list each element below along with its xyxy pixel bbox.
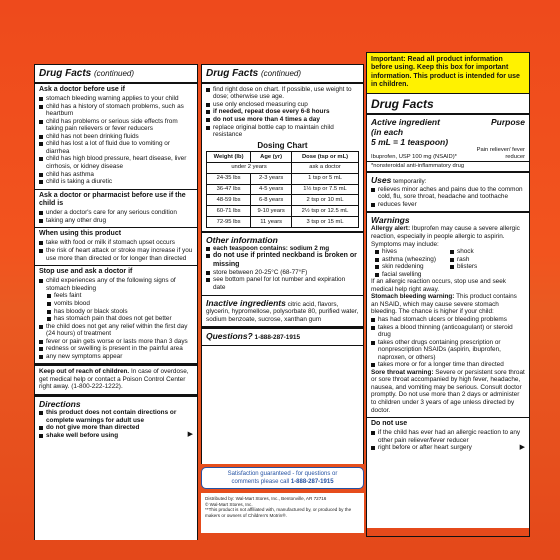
list-item: child has problems or serious side effects from taking pain relievers or fever reducers <box>39 118 193 133</box>
list-item: see bottom panel for lot number and expiration date <box>206 276 359 291</box>
stop-use-section <box>35 266 197 366</box>
list-item: child has lost a lot of fluid due to vomiting or diarrhea <box>39 140 193 155</box>
list-item: takes other drugs containing prescription or nonprescription NSAIDs (aspirin, ibuprofen, naproxen, or others) <box>371 339 525 362</box>
section-title: Inactive ingredients <box>206 297 286 308</box>
table-cell: 1 tsp or 5 mL <box>292 173 359 184</box>
ask-pharmacist-section <box>35 190 197 229</box>
list-item: store between 20-25°C (68-77°F) <box>206 269 359 277</box>
list-item: do not use if printed neckband is broken or missing <box>206 252 359 269</box>
drug-facts-panel-left <box>34 64 198 540</box>
table-row <box>207 217 359 228</box>
list-item: takes more or for a longer time than directed <box>371 361 525 369</box>
continue-arrow-icon: ▶ <box>187 430 193 438</box>
sore-throat-text: Severe or persistent sore throat or sore throat accompanied by high fever, headache, nausea, and vomiting may be serious. Consult doctor promptly. Do not use more than 2 days or administer to children under 3 years of age unless directed by doctor. <box>371 368 525 414</box>
list-item: child has asthma <box>39 171 193 179</box>
directions-continued-section <box>202 84 363 232</box>
section-title: Stop use and ask a doctor if <box>39 268 133 276</box>
active-ingredient-title: Active ingredient <box>371 116 440 127</box>
header-title: Drug Facts <box>367 93 529 115</box>
disclaimer-line: **This product is not affiliated with, manufactured by, or produced by the makers or owners of Children's Motrin®. <box>205 507 352 519</box>
list-item: child has not been drinking fluids <box>39 133 193 141</box>
table-cell: 2½ tsp or 12.5 mL <box>292 206 359 217</box>
important-notice: Important: Read all product information before using. Keep this box for important information. This product is intended for use in children. <box>366 52 530 93</box>
list-item: facial swelling <box>375 271 450 279</box>
list-item: right before or after heart surgery <box>371 444 525 452</box>
table-cell: 9-10 years <box>251 206 292 217</box>
section-title: Do not use <box>371 420 408 428</box>
list-item: do not use more than 4 times a day <box>206 116 359 124</box>
uses-section <box>367 172 529 212</box>
table-row <box>207 173 359 184</box>
list-subitem: vomits blood <box>39 300 193 308</box>
panel-header <box>35 64 197 84</box>
list-item: find right dose on chart. If possible, use weight to dose; otherwise use age. <box>206 86 359 101</box>
list-item: relieves minor aches and pains due to the common cold, flu, sore throat, headache and toothache <box>371 186 525 201</box>
list-subitem: has stomach pain that does not get better <box>39 315 193 323</box>
table-header-cell: Weight (lb) <box>207 152 251 163</box>
questions-phone: 1-888-287-1915 <box>252 334 301 342</box>
table-cell: 2-3 years <box>251 173 292 184</box>
list-item: the risk of heart attack or stroke may increase if you use more than directed or for longer than directed <box>39 247 193 262</box>
header-title: Drug Facts <box>206 68 259 79</box>
sore-throat-title: Sore throat warning: <box>371 368 434 376</box>
list-item: shake well before using <box>39 432 193 440</box>
do-not-use-section <box>367 418 529 455</box>
list-subitem: has bloody or black stools <box>39 308 193 316</box>
drug-facts-panel-middle <box>201 64 364 464</box>
table-header-cell: Age (yr) <box>251 152 292 163</box>
section-title: Questions? <box>206 331 253 342</box>
list-subitem: feels faint <box>39 292 193 300</box>
uses-intro: temporarily: <box>391 178 427 186</box>
list-item: under a doctor's care for any serious condition <box>39 209 193 217</box>
list-item: replace original bottle cap to maintain child resistance <box>206 124 359 139</box>
stomach-warning-text: This product contains an NSAID, which may cause severe stomach bleeding. The chance is higher if your child: <box>371 293 517 316</box>
section-title: Directions <box>39 399 81 409</box>
table-row <box>207 184 359 195</box>
list-item: take with food or milk if stomach upset occurs <box>39 239 193 247</box>
list-item: blisters <box>450 263 525 271</box>
nsaid-note: *nonsteroidal anti-inflammatory drug <box>367 162 529 172</box>
allergy-after: If an allergic reaction occurs, stop use and seek medical help right away. <box>371 278 506 293</box>
inactive-text: citric acid, flavors, glycerin, hypromellose, polysorbate 80, purified water, sodium benzoate, sucrose, xanthan gum <box>206 300 359 323</box>
list-item: child has high blood pressure, heart disease, liver cirrhosis, or kidney disease <box>39 155 193 170</box>
table-header-cell: Dose (tsp or mL) <box>292 152 359 163</box>
table-cell: 1½ tsp or 7.5 mL <box>292 184 359 195</box>
section-title: Warnings <box>371 215 410 226</box>
drug-facts-panel-right <box>366 52 530 528</box>
list-item: the child does not get any relief within the first day (24 hours) of treatment <box>39 323 193 338</box>
satisfaction-phone: 1-888-287-1915 <box>290 478 334 485</box>
table-cell: 11 years <box>251 217 292 228</box>
purpose-value: Pain reliever/ fever reducer <box>476 146 525 160</box>
header-continued: (continued) <box>261 69 302 78</box>
satisfaction-line: comments please call <box>231 478 291 485</box>
list-item: if the child has ever had an allergic reaction to any other pain reliever/fever reducer <box>371 429 525 444</box>
list-item: taking any other drug <box>39 217 193 225</box>
list-item: asthma (wheezing) <box>375 256 450 264</box>
list-item: child experiences any of the following signs of stomach bleeding <box>39 277 193 292</box>
header-title: Drug Facts <box>39 68 92 79</box>
list-item: hives <box>375 248 450 256</box>
warnings-section <box>367 212 529 418</box>
list-item: this product does not contain directions or complete warnings for adult use <box>39 409 193 424</box>
header-continued: (continued) <box>94 69 135 78</box>
table-cell: 2 tsp or 10 mL <box>292 195 359 206</box>
keep-out-title: Keep out of reach of children. <box>39 368 130 376</box>
active-amount: 5 mL = 1 teaspoon) <box>371 136 449 147</box>
drug-facts-box <box>366 93 530 537</box>
other-information-section <box>202 232 363 296</box>
table-row <box>207 206 359 217</box>
dosing-chart-title: Dosing Chart <box>257 140 308 150</box>
section-title: Uses <box>371 175 392 186</box>
dosing-chart-table <box>206 151 359 228</box>
list-item: if needed, repeat dose every 6-8 hours <box>206 108 359 116</box>
list-item: shock <box>450 248 525 256</box>
section-title: Ask a doctor or pharmacist before use if the child is <box>39 191 186 207</box>
allergy-title: Allergy alert: <box>371 225 411 233</box>
section-title: Ask a doctor before use if <box>39 85 125 93</box>
list-item: stomach bleeding warning applies to your child <box>39 95 193 103</box>
list-item: fever or pain gets worse or lasts more than 3 days <box>39 338 193 346</box>
inactive-ingredients-section <box>202 296 363 330</box>
table-cell: 3 tsp or 15 mL <box>292 217 359 228</box>
satisfaction-line: Satisfaction guaranteed - for questions or <box>227 471 338 477</box>
section-title: Other information <box>206 234 278 245</box>
table-cell: 72-95 lbs <box>207 217 251 228</box>
continue-arrow-icon: ▶ <box>519 443 525 451</box>
list-item: each teaspoon contains: sodium 2 mg <box>206 245 359 253</box>
section-title: When using this product <box>39 230 122 238</box>
table-cell: 6-8 years <box>251 195 292 206</box>
list-item: do not give more than directed <box>39 424 193 432</box>
when-using-section <box>35 228 197 266</box>
list-item: has had stomach ulcers or bleeding problems <box>371 316 525 324</box>
table-cell: 36-47 lbs <box>207 184 251 195</box>
table-row <box>207 162 359 173</box>
keep-out-text: In case of overdose, get medical help or contact a Poison Control Center right away. (1-800-222-1222). <box>39 368 189 391</box>
panel-header <box>202 64 363 84</box>
ask-doctor-section <box>35 84 197 190</box>
directions-section <box>35 397 197 442</box>
copyright-line: © Wal-Mart Stores, Inc. <box>205 501 253 507</box>
distributor-info <box>201 493 364 533</box>
active-ingredient-section <box>367 115 529 163</box>
table-cell: 24-35 lbs <box>207 173 251 184</box>
satisfaction-badge <box>201 467 364 489</box>
list-item: skin reddening <box>375 263 450 271</box>
allergy-text: Ibuprofen may cause a severe allergic reaction, especially in people allergic to aspirin. Symptoms may include: <box>371 225 520 248</box>
list-item: redness or swelling is present in the painful area <box>39 345 193 353</box>
active-subtitle: (in each <box>371 126 404 137</box>
table-cell: 60-71 lbs <box>207 206 251 217</box>
list-item: child is taking a diuretic <box>39 178 193 186</box>
table-header-row <box>207 152 359 163</box>
ibuprofen-line: Ibuprofen, USP 100 mg (NSAID)* <box>371 153 457 160</box>
list-item: child has a history of stomach problems, such as heartburn <box>39 103 193 118</box>
list-item: takes a blood thinning (anticoagulant) or steroid drug <box>371 324 525 339</box>
table-cell: under 2 years <box>207 162 292 173</box>
stomach-warning-title: Stomach bleeding warning: <box>371 293 455 301</box>
table-cell: 48-59 lbs <box>207 195 251 206</box>
keep-out-section <box>35 366 197 397</box>
questions-section <box>202 329 363 346</box>
table-row <box>207 195 359 206</box>
list-item: any new symptoms appear <box>39 353 193 361</box>
list-item: reduces fever <box>371 201 525 209</box>
list-item: use only enclosed measuring cup <box>206 101 359 109</box>
table-cell: 4-5 years <box>251 184 292 195</box>
purpose-title: Purpose <box>490 116 525 127</box>
list-item: rash <box>450 256 525 264</box>
table-cell: ask a doctor <box>292 162 359 173</box>
distributor-line: Distributed by: Wal-Mart Stores, Inc., Bentonville, AR 72716 <box>205 496 327 501</box>
